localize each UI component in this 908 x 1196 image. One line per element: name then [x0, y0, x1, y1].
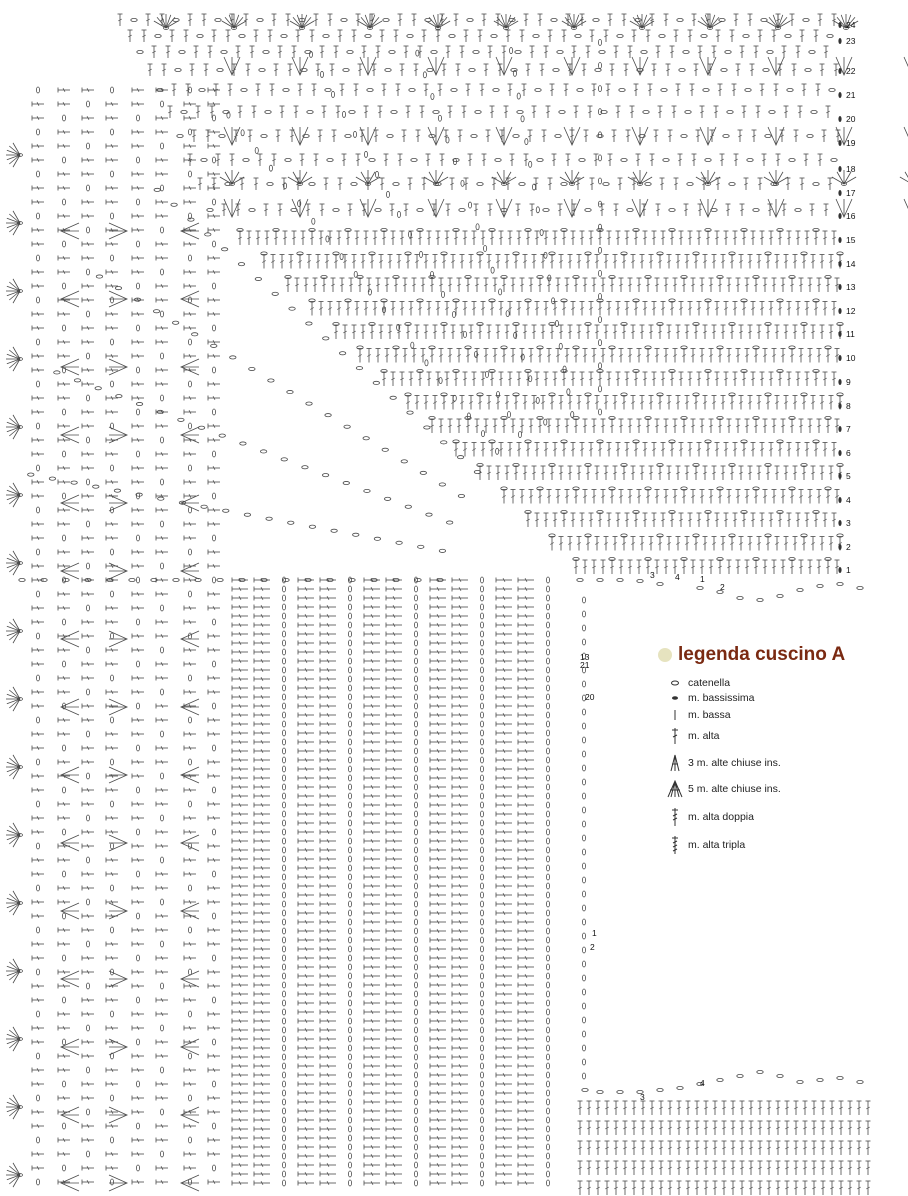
round-number-label: 9: [846, 377, 851, 387]
inner-corner-label: 3: [640, 1092, 645, 1102]
single-crochet-icon: [666, 706, 688, 724]
round-number-labels: [838, 20, 855, 575]
round-number-label: 2: [846, 542, 851, 552]
five-dc-cluster-icon: [666, 780, 688, 798]
legend-label: m. alta tripla: [688, 839, 746, 851]
round-number-label: 13: [846, 282, 856, 292]
round-number-label: 18: [846, 164, 856, 174]
chart-stitches: [6, 14, 908, 1196]
round-number-label: 1: [846, 565, 851, 575]
legend-dot-icon: [658, 648, 672, 662]
legend-label: m. bassa: [688, 709, 731, 721]
slip-stitch-icon: [666, 689, 688, 707]
treble-crochet-icon: [666, 808, 688, 826]
inner-corner-label: 4: [700, 1078, 705, 1088]
legend-item-3-alte: [666, 754, 781, 772]
legend-item-bassa: [666, 706, 731, 724]
inner-corner-label: 2: [590, 942, 595, 952]
legend-label: catenella: [688, 677, 731, 689]
round-number-label: 8: [846, 401, 851, 411]
round-number-label: 14: [846, 259, 856, 269]
legend-title-row: [658, 644, 898, 666]
round-number-label: 15: [846, 235, 856, 245]
legend: [658, 644, 898, 851]
round-number-label: 6: [846, 448, 851, 458]
legend-label: m. alta: [688, 730, 720, 742]
legend-item-alta-tripla: [666, 836, 745, 854]
round-number-label: 10: [846, 353, 856, 363]
round-number-label: 3: [846, 518, 851, 528]
inner-corner-label: 20: [585, 692, 595, 702]
round-number-label: 7: [846, 424, 851, 434]
legend-item-bassissima: [666, 689, 755, 707]
double-crochet-icon: [666, 727, 688, 745]
legend-title: legenda cuscino A: [678, 644, 846, 665]
round-number-label: 23: [846, 36, 856, 46]
round-number-label: 19: [846, 138, 856, 148]
round-number-label: 24: [846, 20, 856, 30]
legend-item-alta-doppia: [666, 808, 754, 826]
double-treble-icon: [666, 836, 688, 854]
round-number-label: 20: [846, 114, 856, 124]
inner-corner-label: 1: [592, 928, 597, 938]
legend-item-alta: [666, 727, 720, 745]
legend-label: 5 m. alte chiuse ins.: [688, 783, 781, 795]
inner-corner-label: 13: [580, 652, 590, 662]
inner-corner-label: 4: [675, 572, 680, 582]
round-number-label: 12: [846, 306, 856, 316]
round-number-label: 4: [846, 495, 851, 505]
inner-corner-label: 2: [720, 582, 725, 592]
round-number-label: 17: [846, 188, 856, 198]
three-dc-cluster-icon: [666, 754, 688, 772]
round-number-label: 11: [846, 329, 855, 339]
inner-corner-label: 3: [650, 570, 655, 580]
legend-label: m. bassissima: [688, 692, 755, 704]
inner-corner-label: 21: [580, 660, 590, 670]
legend-item-5-alte: [666, 780, 781, 798]
round-number-label: 5: [846, 471, 851, 481]
round-number-label: 22: [846, 66, 856, 76]
legend-label: 3 m. alte chiuse ins.: [688, 757, 781, 769]
legend-label: m. alta doppia: [688, 811, 754, 823]
round-number-label: 16: [846, 211, 856, 221]
round-number-label: 21: [846, 90, 856, 100]
inner-corner-label: 1: [700, 574, 705, 584]
